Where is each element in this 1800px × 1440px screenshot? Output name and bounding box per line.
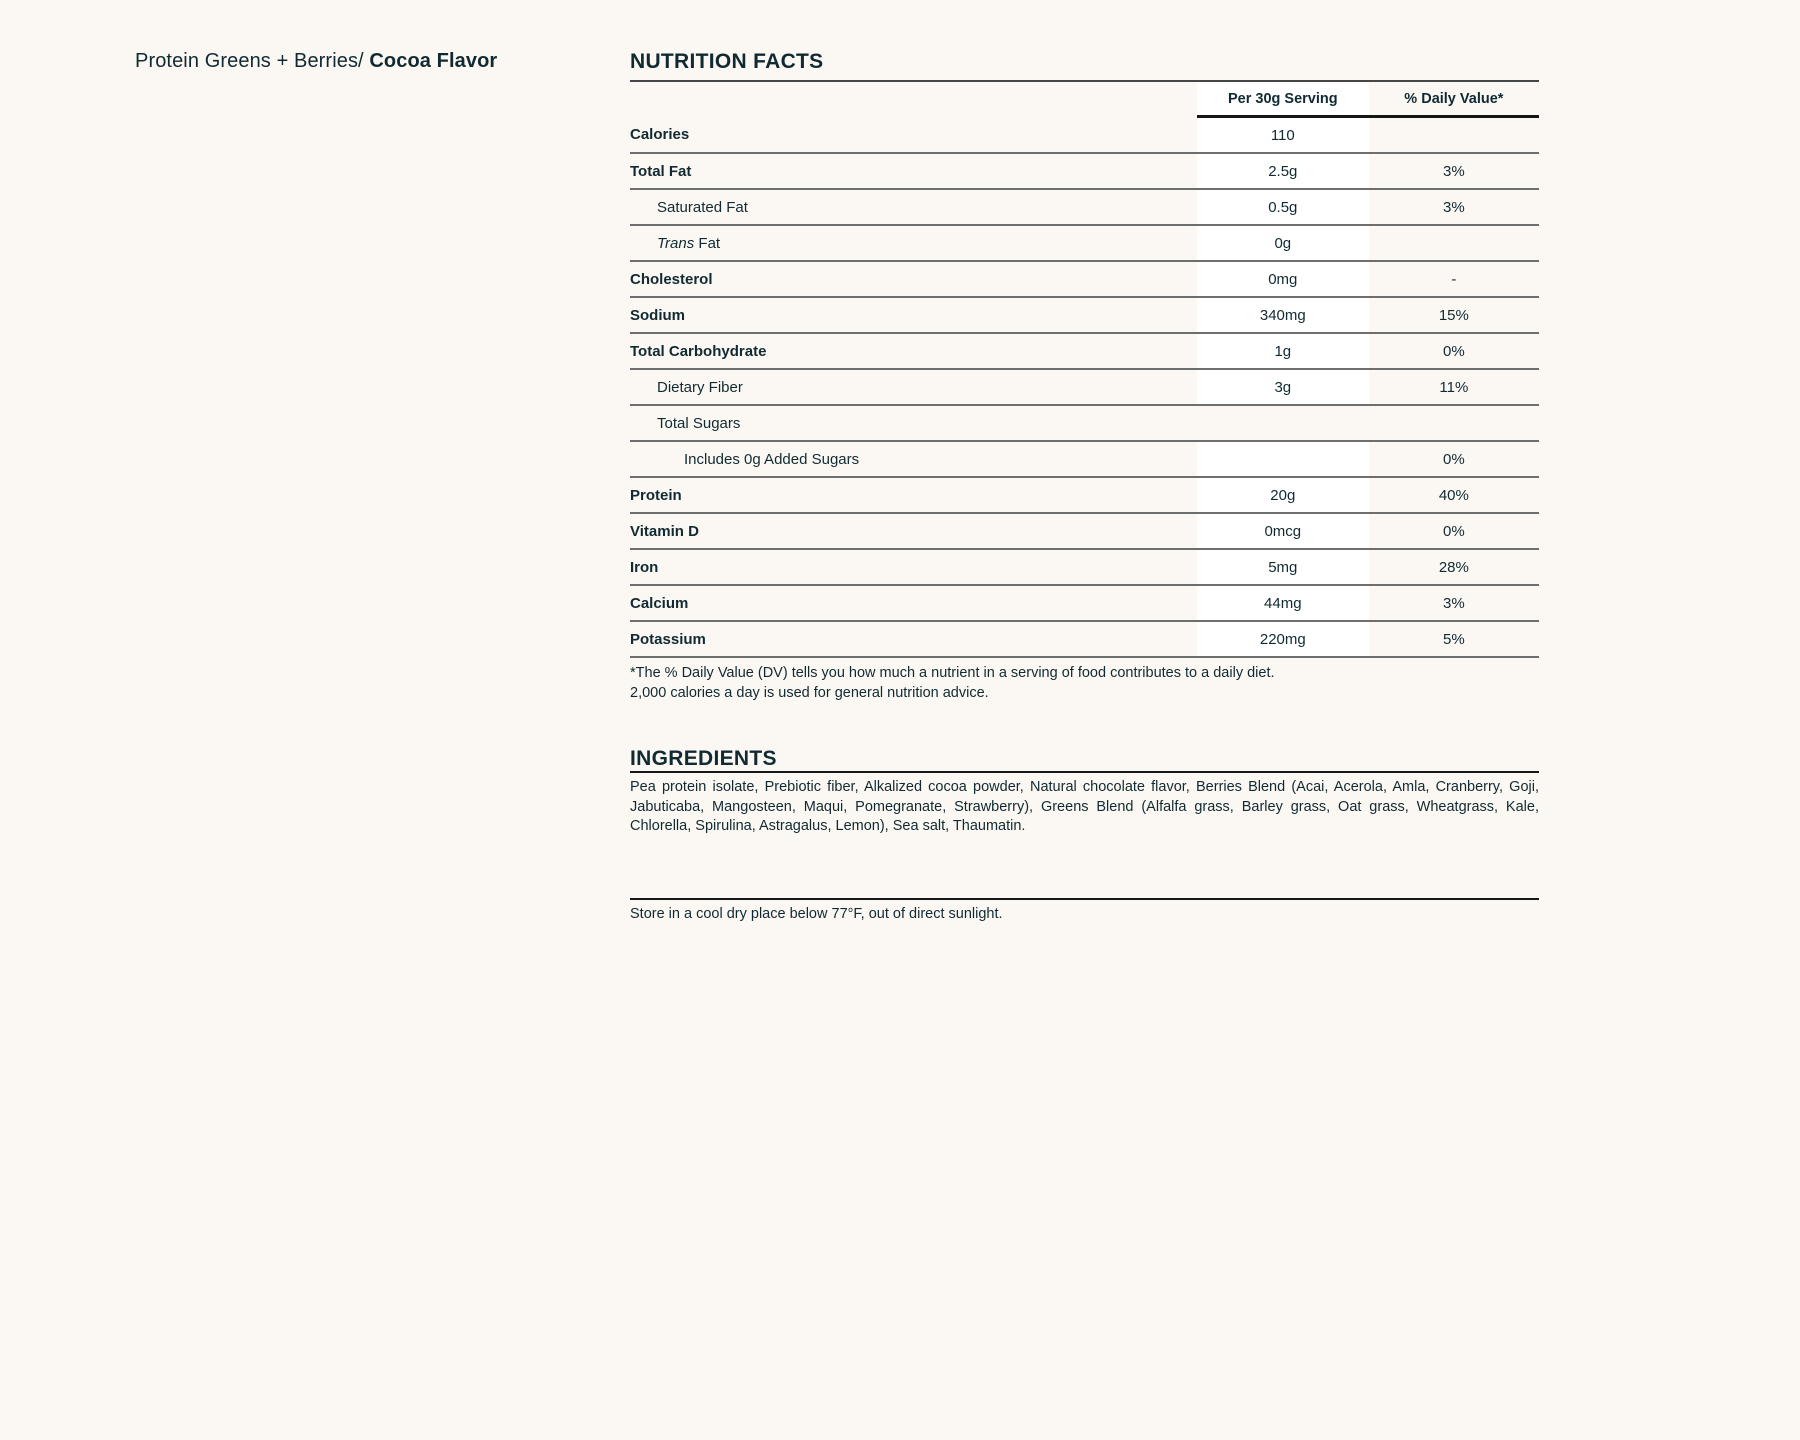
row-label-rest: Fat	[694, 234, 721, 252]
row-amount: 0.5g	[1197, 189, 1369, 225]
row-label: Protein	[630, 477, 1197, 513]
nutrition-table	[630, 82, 1539, 658]
row-amount: 3g	[1197, 369, 1369, 405]
row-dv: 28%	[1369, 549, 1539, 585]
row-label: Sodium	[630, 297, 1197, 333]
table-row-total-carbohydrate	[630, 333, 1539, 369]
row-amount	[1197, 405, 1369, 441]
row-label: Vitamin D	[630, 513, 1197, 549]
row-dv: 0%	[1369, 333, 1539, 369]
row-amount: 2.5g	[1197, 153, 1369, 189]
row-dv: 40%	[1369, 477, 1539, 513]
row-label: Cholesterol	[630, 261, 1197, 297]
footnote-line-2: 2,000 calories a day is used for general nutrition advice.	[630, 685, 989, 701]
ingredients-text: Pea protein isolate, Prebiotic fiber, Alkalized cocoa powder, Natural chocolate flavor, Berries Blend (Acai, Acerola, Amla, Cranberry, Goji, Jabuticaba, Mangosteen, Maqui, Pomegranate, Strawberry), Greens Blend (Alfalfa grass, Barley grass, Oat grass, Wheatgrass, Kale, Chlorella, Spirulina, Astragalus, Lemon), Sea salt, Thaumatin.	[630, 779, 1539, 834]
product-name: Protein Greens + Berries/	[135, 50, 364, 72]
daily-value-footnote	[630, 663, 1539, 703]
row-dv	[1369, 225, 1539, 261]
row-dv	[1369, 117, 1539, 154]
row-dv: 3%	[1369, 585, 1539, 621]
row-amount: 340mg	[1197, 297, 1369, 333]
row-label: Iron	[630, 549, 1197, 585]
row-dv: 5%	[1369, 621, 1539, 657]
table-row-saturated-fat	[630, 189, 1539, 225]
row-amount: 20g	[1197, 477, 1369, 513]
footnote-line-1: *The % Daily Value (DV) tells you how much a nutrient in a serving of food contributes to a daily diet.	[630, 665, 1275, 681]
row-dv: 11%	[1369, 369, 1539, 405]
row-dv: 15%	[1369, 297, 1539, 333]
header-daily-value: % Daily Value*	[1369, 82, 1539, 117]
header-blank	[630, 82, 1197, 117]
row-dv: 0%	[1369, 441, 1539, 477]
row-amount: 44mg	[1197, 585, 1369, 621]
table-row-total-sugars	[630, 405, 1539, 441]
header-serving: Per 30g Serving	[1197, 82, 1369, 117]
row-label: Potassium	[630, 621, 1197, 657]
ingredients-title: INGREDIENTS	[630, 747, 1539, 773]
row-amount: 220mg	[1197, 621, 1369, 657]
row-dv: 3%	[1369, 153, 1539, 189]
table-row-total-fat	[630, 153, 1539, 189]
nutrition-header-row	[630, 82, 1539, 117]
row-label: Total Carbohydrate	[630, 333, 1197, 369]
row-dv	[1369, 405, 1539, 441]
table-row-iron	[630, 549, 1539, 585]
row-label: Total Sugars	[630, 405, 1197, 441]
row-label: Dietary Fiber	[630, 369, 1197, 405]
row-amount: 110	[1197, 117, 1369, 154]
nutrition-panel	[630, 48, 1539, 922]
row-amount: 0mg	[1197, 261, 1369, 297]
row-label: Includes 0g Added Sugars	[630, 441, 1197, 477]
row-label-italic: Trans	[657, 234, 695, 252]
table-row-protein	[630, 477, 1539, 513]
row-label: Saturated Fat	[630, 189, 1197, 225]
table-row-dietary-fiber	[630, 369, 1539, 405]
table-row-calories	[630, 117, 1539, 154]
row-label	[630, 225, 1197, 261]
table-row-trans-fat	[630, 225, 1539, 261]
product-flavor: Cocoa Flavor	[369, 50, 498, 72]
row-amount: 0mcg	[1197, 513, 1369, 549]
row-amount	[1197, 441, 1369, 477]
row-dv: 0%	[1369, 513, 1539, 549]
row-amount: 5mg	[1197, 549, 1369, 585]
table-row-calcium	[630, 585, 1539, 621]
row-label: Calories	[630, 117, 1197, 154]
nutrition-facts-title: NUTRITION FACTS	[630, 48, 1539, 82]
row-label: Calcium	[630, 585, 1197, 621]
row-amount: 1g	[1197, 333, 1369, 369]
row-dv: -	[1369, 261, 1539, 297]
table-row-added-sugars	[630, 441, 1539, 477]
table-row-sodium	[630, 297, 1539, 333]
storage-divider	[630, 898, 1539, 900]
table-row-potassium	[630, 621, 1539, 657]
row-amount: 0g	[1197, 225, 1369, 261]
table-row-cholesterol	[630, 261, 1539, 297]
storage-instructions: Store in a cool dry place below 77°F, out of direct sunlight.	[630, 905, 1003, 922]
row-label: Total Fat	[630, 153, 1197, 189]
row-dv: 3%	[1369, 189, 1539, 225]
product-title	[135, 50, 497, 73]
table-row-vitamin-d	[630, 513, 1539, 549]
